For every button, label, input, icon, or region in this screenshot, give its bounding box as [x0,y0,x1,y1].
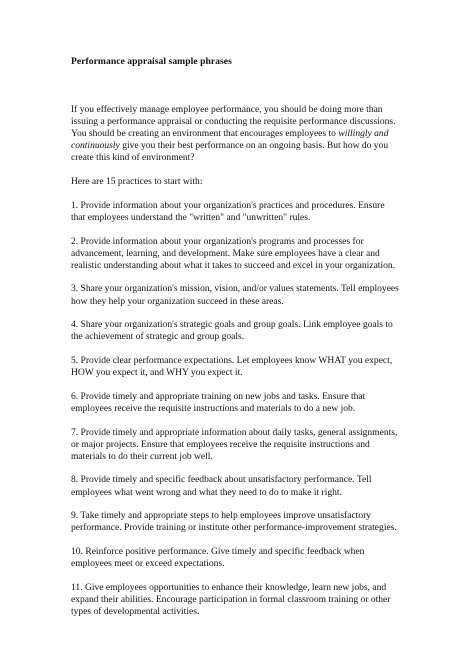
intro-paragraph [71,104,411,164]
practice-item [71,236,411,272]
practice-line: employees meet or exceed expectations. [71,558,225,570]
practice-item [71,391,411,415]
intro-line [71,128,411,140]
intro-emphasis: continuously [71,140,120,152]
practice-line: advancement, learning, and development. Make sure employees have a clear and [71,247,380,259]
practice-line: that employees understand the "written" and "unwritten" rules. [71,211,311,223]
practice-line: employees what went wrong and what they need to do to make it right. [71,486,342,498]
practice-line: how they help your organization succeed in these areas. [71,295,284,307]
practice-item [71,474,411,498]
practice-line: 2. Provide information about your organization's programs and processes for [71,235,364,247]
practice-line: 3. Share your organization's mission, vision, and/or values statements. Tell employees [71,283,399,295]
practice-item [71,355,411,379]
practice-line: or major projects. Ensure that employees receive the requisite instructions and [71,438,370,450]
intro-line: issuing a performance appraisal or conducting the requisite performance discussions. [71,116,396,128]
practice-line: 10. Reinforce positive performance. Give timely and specific feedback when [71,545,365,557]
practice-item [71,582,411,618]
intro-text: You should be creating an environment that encourages employees to [71,128,339,140]
practice-line: realistic understanding about what it takes to succeed and excel in your organization. [71,259,396,271]
intro-line: create this kind of environment? [71,152,195,164]
practice-line: 5. Provide clear performance expectations. Let employees know WHAT you expect, [71,354,393,366]
lead-in-paragraph [71,176,411,188]
practice-line: materials to do their current job well. [71,450,213,462]
practice-line: 11. Give employees opportunities to enhance their knowledge, learn new jobs, and [71,581,387,593]
practice-line: 4. Share your organization's strategic goals and group goals. Link employee goals to [71,319,393,331]
practice-line: 7. Provide timely and appropriate information about daily tasks, general assignments, [71,426,398,438]
practice-line: HOW you expect it, and WHY you expect it. [71,367,243,379]
practice-item [71,319,411,343]
practice-line: types of developmental activities. [71,605,200,617]
lead-in-text: Here are 15 practices to start with: [71,176,203,188]
intro-line: If you effectively manage employee performance, you should be doing more than [71,104,383,115]
practice-line: 8. Provide timely and specific feedback about unsatisfactory performance. Tell [71,474,372,486]
intro-line [71,140,411,152]
practice-item [71,200,411,224]
practice-item [71,546,411,570]
practice-item [71,510,411,534]
document-body [71,56,411,630]
practice-line: 1. Provide information about your organization's practices and procedures. Ensure [71,199,385,211]
practice-line: 6. Provide timely and appropriate training on new jobs and tasks. Ensure that [71,390,366,402]
practice-line: employees receive the requisite instructions and materials to do a new job. [71,402,356,414]
practice-line: 9. Take timely and appropriate steps to help employees improve unsatisfactory [71,510,372,522]
practice-line: expand their abilities. Encourage participation in formal classroom training or other [71,593,391,605]
intro-emphasis: willingly and [338,128,389,140]
intro-text: give you their best performance on an ongoing basis. But how do you [122,140,389,152]
practice-list [71,200,411,618]
page-title: Performance appraisal sample phrases [71,56,232,67]
practice-line: the achievement of strategic and group goals. [71,331,245,343]
practice-item [71,283,411,307]
practice-item [71,427,411,463]
practice-line: performance. Provide training or institute other performance-improvement strategies. [71,522,397,534]
